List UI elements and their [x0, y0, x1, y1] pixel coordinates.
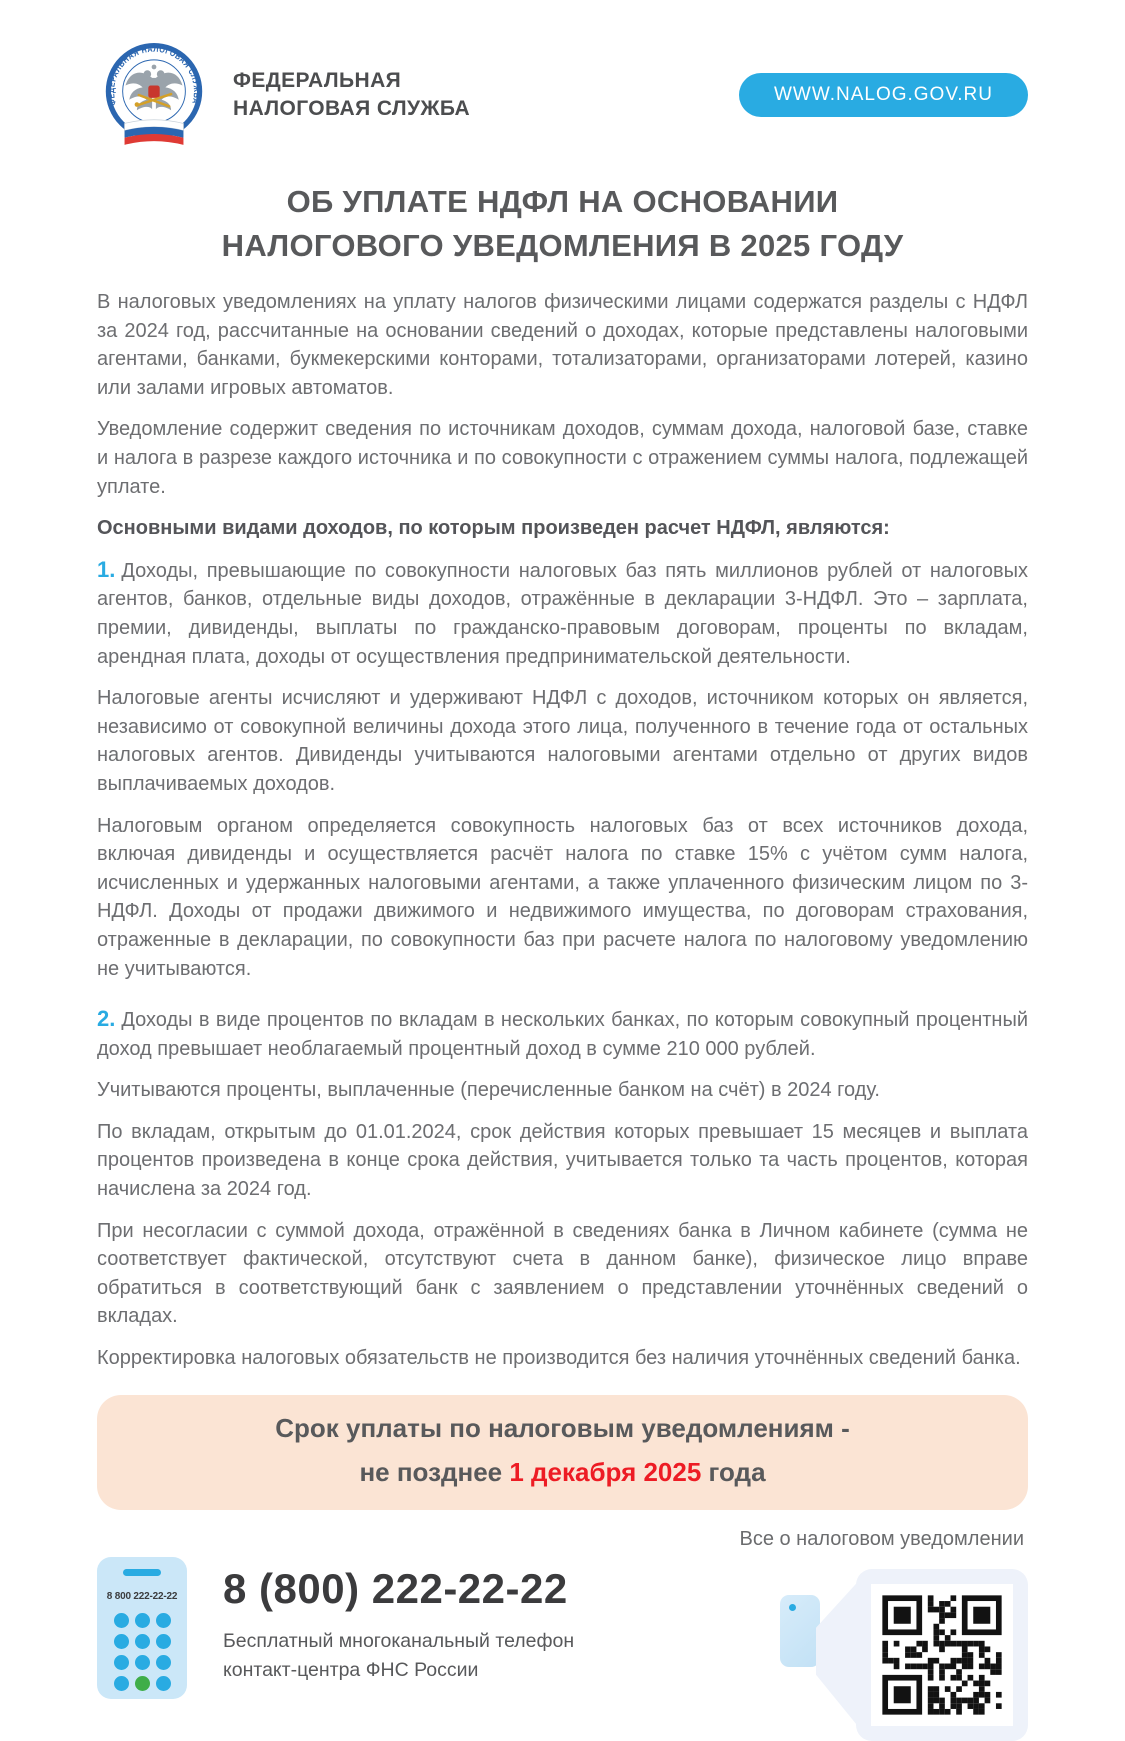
- camera-dot-icon: [789, 1604, 796, 1611]
- page-title: [97, 180, 1028, 268]
- section-heading: Основными видами доходов, по которым произведен расчет НДФЛ, являются:: [97, 517, 890, 540]
- phone-speaker-bar: [123, 1569, 161, 1576]
- smartphone-icon: [780, 1595, 820, 1667]
- org-name-line2: НАЛОГОВАЯ СЛУЖБА: [233, 97, 471, 120]
- paragraph-tax-agents: Налоговые агенты исчисляют и удерживают НДФЛ с доходов, источником которых он является, независимо от совокупной величины дохода этого лица, полученного в течение года от остальных налоговых агентов. Дивиденды учитываются налоговыми агентами отдельно от других видов выплачиваемых доходов.: [97, 687, 1028, 795]
- intro-paragraph-1: В налоговых уведомлениях на уплату налогов физическими лицами содержатся разделы с НДФЛ за 2024 год, рассчитанные на основании сведений о доходах, которые представлены налоговыми агентами, банками, букмекерскими конторами, тотализаторами, организаторами лотерей, казино или залами игровых автоматов.: [97, 291, 1028, 399]
- list-item-2-number: 2.: [97, 1006, 116, 1032]
- flag-ribbon-icon: [125, 120, 184, 145]
- org-name-line1: ФЕДЕРАЛЬНАЯ: [233, 69, 402, 93]
- paragraph-correction: Корректировка налоговых обязательств не производится без наличия уточнённых сведений банка.: [97, 1347, 1021, 1370]
- list-item-2-text: Доходы в виде процентов по вкладам в нескольких банках, по которым совокупный процентный доход превышает необлагаемый процентный доход в сумме 210 000 рублей.: [97, 1009, 1028, 1060]
- qr-card: [856, 1569, 1028, 1741]
- green-call-dot: [135, 1676, 150, 1691]
- page-title-line2: НАЛОГОВОГО УВЕДОМЛЕНИЯ В 2025 ГОДУ: [221, 228, 904, 264]
- deadline-line2: [127, 1457, 998, 1488]
- deadline-suffix: года: [701, 1456, 766, 1487]
- phone-caption-line2: контакт-центра ФНС России: [223, 1658, 479, 1681]
- website-pill[interactable]: WWW.NALOG.GOV.RU: [739, 73, 1028, 117]
- paragraph-interest-2024: Учитываются проценты, выплаченные (перечисленные банком на счёт) в 2024 году.: [97, 1079, 880, 1102]
- list-item-2: [97, 1003, 1028, 1063]
- eagle-shield: [148, 86, 159, 98]
- list-item-1-text: Доходы, превышающие по совокупности налоговых баз пять миллионов рублей от налоговых агентов, банков, отдельные виды доходов, отражённые в декларации 3-НДФЛ. Это – зарплата, премии, дивиденды, выплаты по гражданско-правовым договорам, проценты по вкладам, арендная плата, доходы от осуществления предпринимательской деятельности.: [97, 559, 1028, 668]
- qr-illustration: [780, 1569, 1028, 1741]
- scan-beam: [816, 1571, 868, 1739]
- phone-icon: [97, 1557, 187, 1699]
- phone-icon-label: 8 800 222-22-22: [106, 1590, 178, 1602]
- paragraph-tax-authority: Налоговым органом определяется совокупность налоговых баз от всех источников дохода, включая дивиденды и осуществляется расчёт налога по ставке 15% с учётом сумм налога, исчисленных и удержанных налоговыми агентами, а также уплаченного физическим лицом по 3-НДФЛ. Доходы от продажи движимого и недвижимого имущества, по договорам страхования, отраженные в декларации, по совокупности баз при расчете налога по налоговому уведомлению не учитываются.: [97, 814, 1028, 980]
- qr-caption: Все о налоговом уведомлении: [739, 1527, 1024, 1550]
- phone-keypad-icon: [114, 1613, 171, 1691]
- deadline-date: 1 декабря 2025: [509, 1456, 702, 1487]
- list-item-1: [97, 554, 1028, 671]
- phone-info: [223, 1557, 574, 1686]
- header: [97, 36, 1028, 154]
- deadline-line1: Срок уплаты по налоговым уведомлениям -: [275, 1412, 850, 1443]
- logo-arc-text: ФЕДЕРАЛЬНАЯ НАЛОГОВАЯ СЛУЖБА: [105, 43, 203, 107]
- paragraph-disagreement: При несогласии с суммой дохода, отражённой в сведениях банка в Личном кабинете (сумма не соответствует фактической, отсутствуют счета в данном банке), физическое лицо вправе обратиться в соответствующий банк с заявлением о представлении уточнённых сведений о вкладах.: [97, 1219, 1028, 1328]
- phone-caption: [223, 1627, 574, 1686]
- phone-caption-line1: Бесплатный многоканальный телефон: [223, 1629, 575, 1652]
- intro-paragraph-2: Уведомление содержит сведения по источникам доходов, суммам дохода, налоговой базе, ставке и налога в разрезе каждого источника и по совокупности с отражением суммы налога, подлежащей уплате.: [97, 418, 1028, 498]
- footer: [97, 1557, 1028, 1741]
- qr-code: [871, 1584, 1013, 1726]
- page-title-line1: ОБ УПЛАТЕ НДФЛ НА ОСНОВАНИИ: [286, 184, 839, 219]
- list-item-1-number: 1.: [97, 556, 116, 582]
- org-name: [233, 67, 470, 122]
- paragraph-deposits: По вкладам, открытым до 01.01.2024, срок действия которых превышает 15 месяцев и выплата процентов произведена в конце срока действия, учитывается только та часть процентов, которая начислена за 2024 год.: [97, 1120, 1028, 1201]
- phone-number: 8 (800) 222-22-22: [223, 1564, 568, 1612]
- deadline-banner: [97, 1395, 1028, 1510]
- fns-emblem-icon: [97, 36, 211, 154]
- deadline-prefix: не позднее: [359, 1456, 510, 1487]
